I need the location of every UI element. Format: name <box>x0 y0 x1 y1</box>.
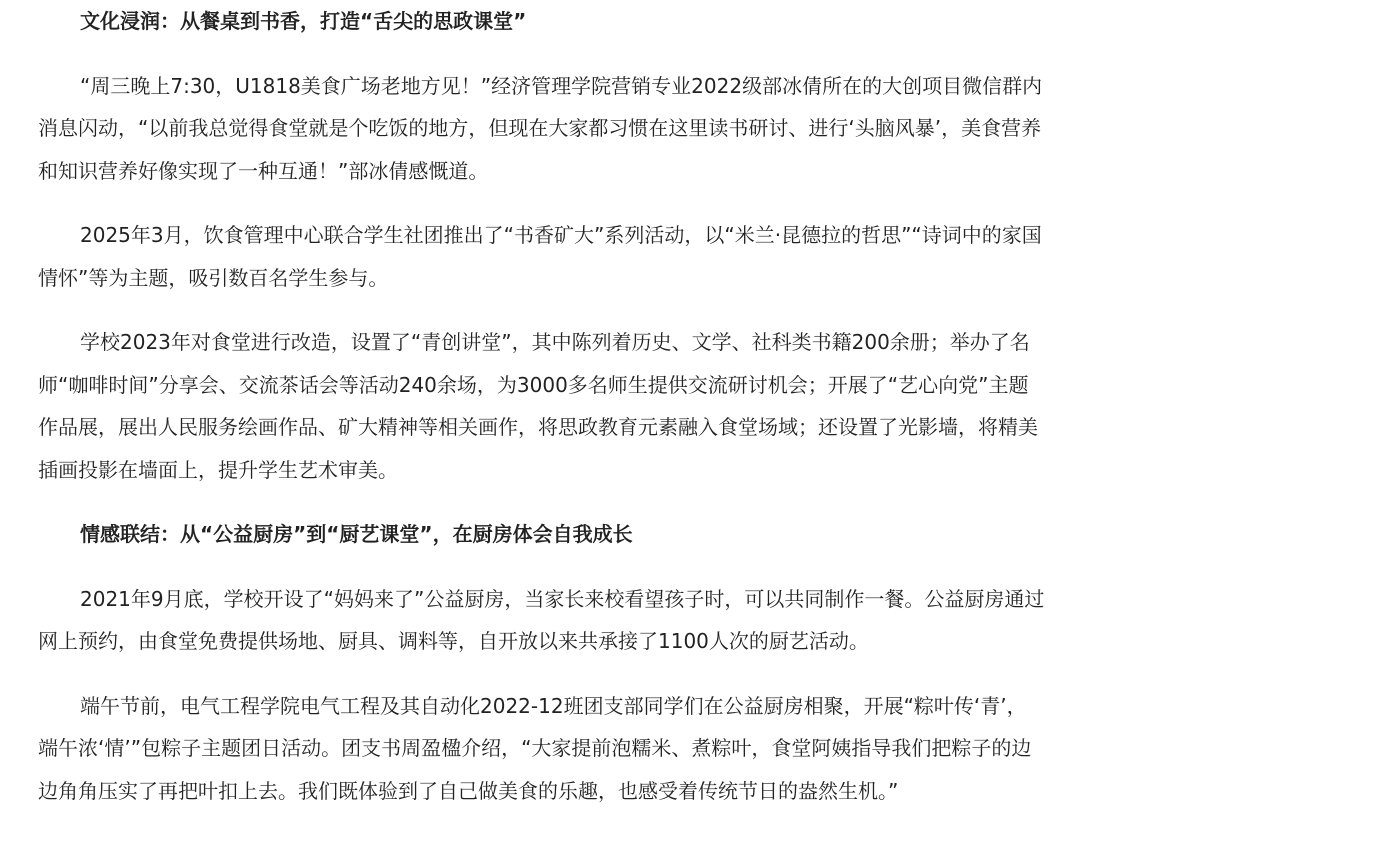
paragraph-dragon-boat: 端午节前，电气工程学院电气工程及其自动化2022-12班团支部同学们在公益厨房相聚，开展“粽叶传‘青’，端午浓‘情’”包粽子主题团日活动。团支书周盈楹介绍，“大家提前泡糯米、煮粽叶，食堂阿姨指导我们把粽子的边边角角压实了再把叶扣上去。我们既体验到了自己做美食的乐趣，也感受着传统节日的盎然生机。” <box>38 693 1032 803</box>
section-heading-kitchen: 情感联结：从“公益厨房”到“厨艺课堂”，在厨房体会自我成长 <box>80 522 633 546</box>
article-body <box>38 0 1046 812</box>
paragraph-canteen-renovation: 学校2023年对食堂进行改造，设置了“青创讲堂”，其中陈列着历史、文学、社科类书籍200余册；举办了名师“咖啡时间”分享会、交流茶话会等活动240余场，为3000多名师生提供交流研讨机会；开展了“艺心向党”主题作品展，展出人民服务绘画作品、矿大精神等相关画作，将思政教育元素融入食堂场域；还设置了光影墙，将精美插画投影在墙面上，提升学生艺术审美。 <box>38 330 1038 482</box>
section-heading-culture: 文化浸润：从餐桌到书香，打造“舌尖的思政课堂” <box>80 9 527 33</box>
paragraph-book-activity: 2025年3月，饮食管理中心联合学生社团推出了“书香矿大”系列活动，以“米兰·昆德拉的哲思”“诗词中的家国情怀”等为主题，吸引数百名学生参与。 <box>38 223 1042 290</box>
paragraph-wechat-group: “周三晚上7:30，U1818美食广场老地方见！”经济管理学院营销专业2022级部冰倩所在的大创项目微信群内消息闪动，“以前我总觉得食堂就是个吃饭的地方，但现在大家都习惯在这里读书研讨、进行‘头脑风暴’，美食营养和知识营养好像实现了一种互通！”部冰倩感慨道。 <box>38 73 1043 183</box>
paragraph-charity-kitchen: 2021年9月底，学校开设了“妈妈来了”公益厨房，当家长来校看望孩子时，可以共同制作一餐。公益厨房通过网上预约，由食堂免费提供场地、厨具、调料等，自开放以来共承接了1100人次的厨艺活动。 <box>38 586 1045 653</box>
